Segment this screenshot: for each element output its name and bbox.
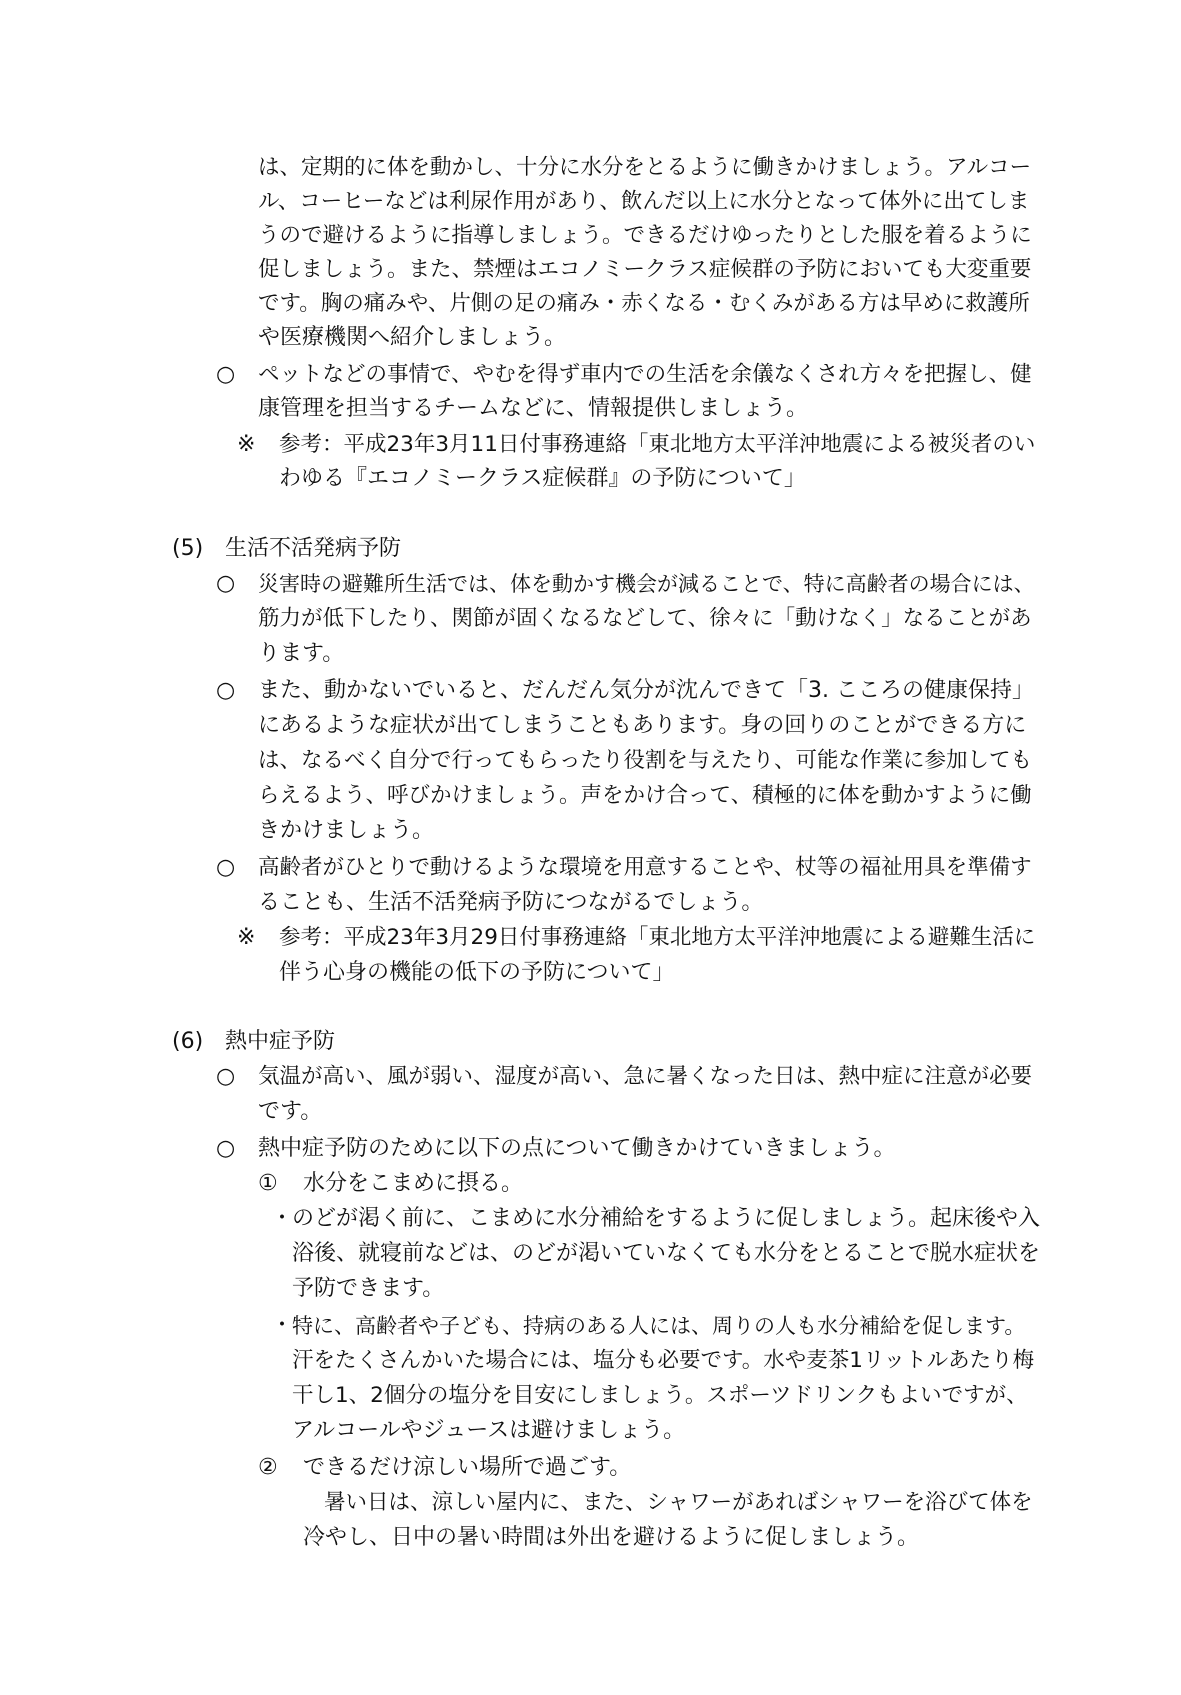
- s6-dot2-line-4: アルコールやジュースは避けましょう。: [292, 1418, 686, 1443]
- reference-line-1: 参考：平成23年3月11日付事務連絡「東北地方太平洋沖地震による被災者のい: [279, 432, 1036, 457]
- section-5-title: 生活不活発病予防: [225, 536, 402, 561]
- s5-reference-line-1: 参考：平成23年3月29日付事務連絡「東北地方太平洋沖地震による避難生活に: [279, 925, 1036, 950]
- s6-dot2-line-2: 汗をたくさんかいた場合には、塩分も必要です。水や麦茶1リットルあたり梅: [292, 1348, 1035, 1373]
- middle-dot-bullet: ・: [271, 1206, 294, 1231]
- intro-line-1: は、定期的に体を動かし、十分に水分をとるように働きかけましょう。アルコー: [258, 155, 1032, 180]
- pet-line-1: ペットなどの事情で、やむを得ず車内での生活を余儀なくされ方々を把握し、健: [258, 362, 1032, 387]
- s6-item1-line-1: 気温が高い、風が弱い、湿度が高い、急に暑くなった日は、熱中症に注意が必要: [258, 1064, 1033, 1089]
- s6-sub2-line-1: 暑い日は、涼しい屋内に、また、シャワーがあればシャワーを浴びて体を: [324, 1490, 1033, 1515]
- middle-dot-bullet: ・: [271, 1313, 294, 1338]
- s5-item2-line-1: また、動かないでいると、だんだん気分が沈んできて「3. こころの健康保持」: [258, 678, 1034, 703]
- s6-sub2-title: できるだけ涼しい場所で過ごす。: [303, 1455, 632, 1480]
- intro-line-5: です。胸の痛みや、片側の足の痛み・赤くなる・むくみがある方は早めに救護所: [258, 291, 1030, 316]
- bullet-circle-icon: ○: [216, 678, 236, 703]
- s6-dot1-line-3: 予防できます。: [292, 1276, 445, 1301]
- section-6-title: 熱中症予防: [225, 1029, 336, 1054]
- pet-line-2: 康管理を担当するチームなどに、情報提供しましょう。: [258, 396, 809, 421]
- s5-item2-line-4: らえるよう、呼びかけましょう。声をかけ合って、積極的に体を動かすように働: [258, 783, 1032, 808]
- s5-item1-line-2: 筋力が低下したり、関節が固くなるなどして、徐々に「動けなく」なることがあ: [258, 606, 1032, 631]
- bullet-circle-icon: ○: [216, 1064, 236, 1089]
- s6-sub1-title: 水分をこまめに摂る。: [303, 1171, 524, 1196]
- bullet-circle-icon: ○: [216, 362, 236, 387]
- s5-reference-line-2: 伴う心身の機能の低下の予防について」: [279, 960, 675, 985]
- s5-item3-line-2: ることも、生活不活発病予防につながるでしょう。: [258, 890, 764, 915]
- reference-line-2: わゆる『エコノミークラス症候群』の予防について」: [279, 466, 806, 491]
- intro-line-2: ル、コーヒーなどは利尿作用があり、飲んだ以上に水分となって体外に出てしま: [258, 189, 1030, 214]
- s6-dot2-line-3: 干し1、2個分の塩分を目安にしましょう。スポーツドリンクもよいですが、: [292, 1383, 1028, 1408]
- s6-item1-line-2: です。: [258, 1099, 323, 1124]
- s6-dot1-line-2: 浴後、就寝前などは、のどが渇いていなくても水分をとることで脱水症状を: [292, 1241, 1041, 1266]
- s5-item2-line-3: は、なるべく自分で行ってもらったり役割を与えたり、可能な作業に参加しても: [258, 748, 1033, 773]
- s6-item2-line-1: 熱中症予防のために以下の点について働きかけていきましょう。: [258, 1136, 896, 1161]
- bullet-circle-icon: ○: [216, 571, 236, 596]
- s6-dot2-line-1: 特に、高齢者や子ども、持病のある人には、周りの人も水分補給を促します。: [292, 1314, 1026, 1338]
- s5-item1-line-1: 災害時の避難所生活では、体を動かす機会が減ることで、特に高齢者の場合には、: [258, 572, 1035, 596]
- intro-line-3: うので避けるように指導しましょう。できるだけゆったりとした服を着るように: [258, 223, 1032, 248]
- intro-line-6: や医療機関へ紹介しましょう。: [258, 325, 567, 350]
- circled-number-2: ②: [258, 1455, 278, 1480]
- circled-number-1: ①: [258, 1171, 278, 1196]
- bullet-circle-icon: ○: [216, 1136, 236, 1161]
- section-5-number: (5): [172, 536, 204, 561]
- s5-item1-line-3: ります。: [258, 641, 345, 666]
- section-6-number: (6): [172, 1029, 204, 1054]
- s5-item2-line-5: きかけましょう。: [258, 818, 435, 843]
- s6-dot1-line-1: のどが渇く前に、こまめに水分補給をするように促しましょう。起床後や入: [292, 1206, 1041, 1231]
- s6-sub2-line-2: 冷やし、日中の暑い時間は外出を避けるように促しましょう。: [303, 1525, 920, 1550]
- s5-item2-line-2: にあるような症状が出てしまうこともあります。身の回りのことができる方に: [258, 713, 1027, 738]
- intro-line-4: 促しましょう。また、禁煙はエコノミークラス症候群の予防においても大変重要: [258, 257, 1032, 282]
- s5-item3-line-1: 高齢者がひとりで動けるような環境を用意することや、杖等の福祉用具を準備す: [258, 855, 1032, 880]
- reference-mark: ※: [237, 432, 256, 457]
- reference-mark: ※: [237, 925, 256, 950]
- bullet-circle-icon: ○: [216, 855, 236, 880]
